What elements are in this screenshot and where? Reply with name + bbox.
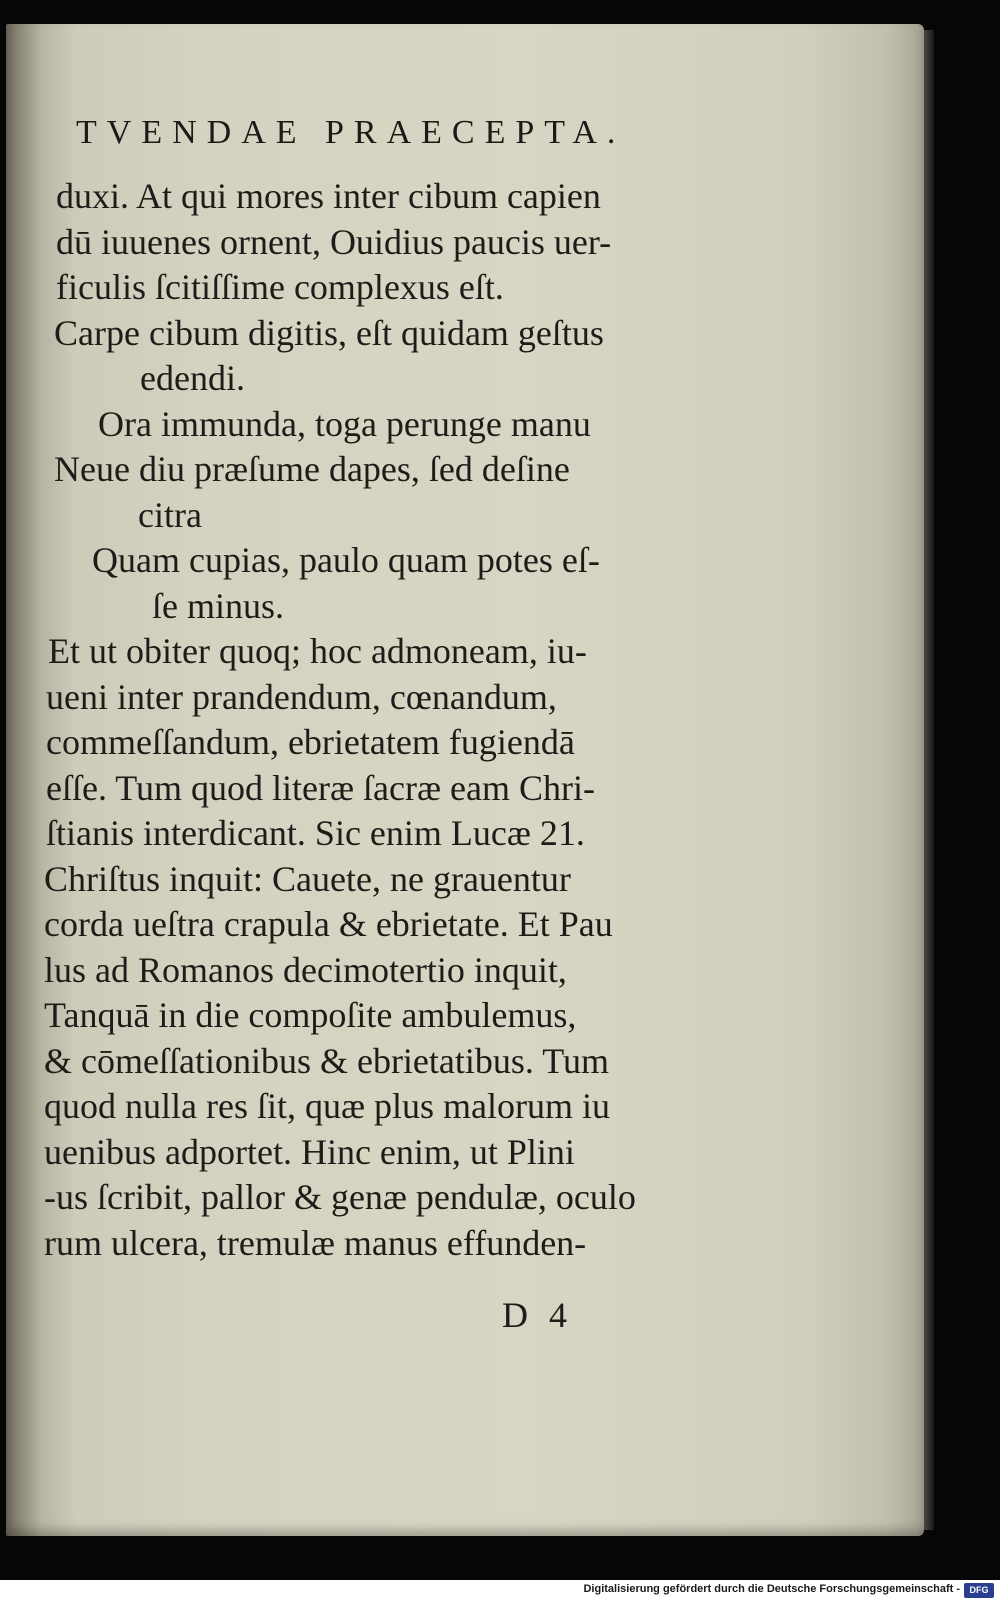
text-line: corda ueſtra crapula & ebrietate. Et Pau [44, 904, 613, 944]
verse-line: Carpe cibum digitis, eſt quidam geſtus [54, 312, 604, 353]
verse-line: edendi. [140, 358, 245, 398]
text-line: ueni inter prandendum, cœnandum, [46, 676, 557, 717]
text-line: Et ut obiter quoq; hoc admoneam, iu- [48, 631, 587, 671]
dfg-logo-icon: DFG [964, 1583, 994, 1598]
running-head: TVENDAE PRAECEPTA. [76, 114, 626, 151]
text-line: lus ad Romanos decimotertio inquit, [44, 949, 567, 990]
text-line: rum ulcera, tremulæ manus effunden- [44, 1222, 587, 1263]
signature-mark: D 4 [502, 1295, 573, 1335]
text-line: Chriſtus inquit: Cauete, ne grauentur [44, 858, 571, 899]
text-line: eſſe. Tum quod literæ ſacræ eam Chri- [46, 767, 595, 808]
digitization-footer [0, 1580, 1000, 1602]
text-line: duxi. At qui mores inter cibum capien [56, 176, 601, 216]
verse-line: citra [138, 494, 202, 535]
verse-line: ſe minus. [152, 585, 284, 626]
text-line: quod nulla res ſit, quæ plus malorum iu [44, 1086, 610, 1126]
text-line: dū iuuenes ornent, Ouidius paucis uer- [56, 221, 612, 262]
text-line: uenibus adportet. Hinc enim, ut Plini [44, 1131, 575, 1172]
text-line: Tanquā in die compoſite ambulemus, [44, 995, 577, 1035]
text-line: ſtianis interdicant. Sic enim Lucæ 21. [46, 813, 585, 853]
text-line: & cōmeſſationibus & ebrietatibus. Tum [44, 1040, 609, 1081]
page-edge [924, 30, 934, 1530]
verse-line: Quam cupias, paulo quam potes eſ- [92, 540, 600, 580]
verse-line: Ora immunda, toga perunge manu [98, 403, 591, 444]
text-block [44, 174, 704, 1266]
book-page [6, 24, 924, 1536]
text-line: commeſſandum, ebrietatem fugiendā [46, 722, 575, 762]
text-line: ficulis ſcitiſſime complexus eſt. [56, 267, 504, 307]
text-line: -us ſcribit, pallor & genæ pendulæ, oculo [44, 1177, 636, 1217]
footer-credit: Digitalisierung gefördert durch die Deutsche Forschungsgemeinschaft - [583, 1583, 960, 1595]
verse-line: Neue diu præſume dapes, ſed deſine [54, 449, 570, 489]
